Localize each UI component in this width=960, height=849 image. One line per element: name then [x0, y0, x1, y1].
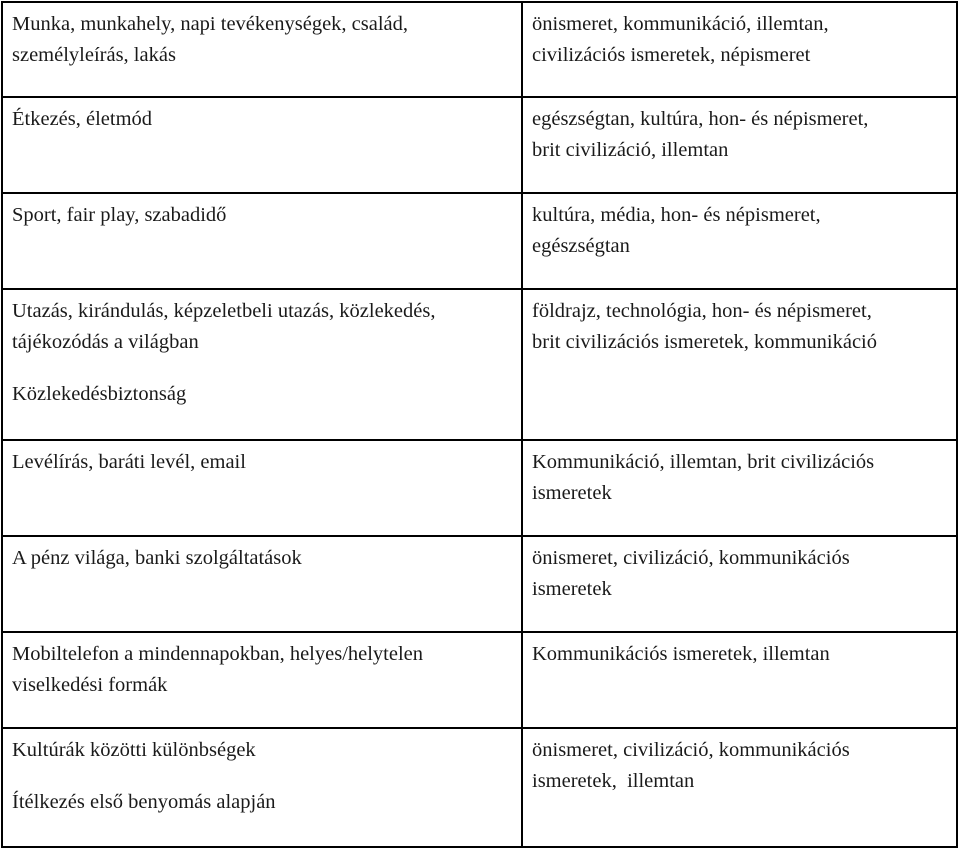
topic-text: tájékozódás a világban [12, 331, 199, 353]
topic-text: személyleírás, lakás [12, 44, 176, 66]
fields-text: civilizációs ismeretek, népismeret [532, 44, 811, 66]
fields-cell [522, 440, 957, 536]
fields-text: földrajz, technológia, hon- és népismeret, [532, 300, 872, 322]
fields-text: ismeretek [532, 482, 612, 504]
topic-text: Munka, munkahely, napi tevékenységek, család, [12, 13, 409, 35]
fields-text: ismeretek [532, 578, 612, 600]
topic-text: A pénz világa, banki szolgáltatások [12, 547, 302, 569]
topic-cell [2, 289, 522, 440]
fields-text: kultúra, média, hon- és népismeret, [532, 204, 821, 226]
table-row [2, 728, 957, 847]
topic-cell [2, 2, 522, 97]
fields-cell [522, 97, 957, 193]
fields-cell [522, 728, 957, 847]
topic-cell [2, 97, 522, 193]
topic-cell [2, 193, 522, 289]
table-row [2, 193, 957, 289]
table-row [2, 2, 957, 97]
topic-text: Levélírás, baráti levél, email [12, 451, 246, 473]
table-row [2, 289, 957, 440]
fields-text: önismeret, civilizáció, kommunikációs [532, 547, 850, 569]
fields-text: önismeret, civilizáció, kommunikációs [532, 739, 850, 761]
topic-text: Sport, fair play, szabadidő [12, 204, 227, 226]
fields-cell [522, 2, 957, 97]
fields-cell [522, 536, 957, 632]
topic-text: Utazás, kirándulás, képzeletbeli utazás, közlekedés, [12, 300, 436, 322]
table-row [2, 536, 957, 632]
fields-text: brit civilizáció, illemtan [532, 139, 729, 161]
table-row [2, 440, 957, 536]
fields-text: önismeret, kommunikáció, illemtan, [532, 13, 829, 35]
topic-text: viselkedési formák [12, 674, 168, 696]
fields-cell [522, 632, 957, 728]
fields-text: egészségtan [532, 235, 630, 257]
table-row [2, 632, 957, 728]
fields-text: Kommunikációs ismeretek, illemtan [532, 643, 830, 665]
topic-subtext: Ítélkezés első benyomás alapján [12, 791, 276, 813]
topic-subtext: Közlekedésbiztonság [12, 383, 187, 405]
topic-cell [2, 440, 522, 536]
fields-cell [522, 289, 957, 440]
topic-text: Kultúrák közötti különbségek [12, 739, 256, 761]
topic-cell [2, 632, 522, 728]
topic-cell [2, 536, 522, 632]
fields-text: Kommunikáció, illemtan, brit civilizációs [532, 451, 875, 473]
fields-cell [522, 193, 957, 289]
fields-text: egészségtan, kultúra, hon- és népismeret, [532, 108, 869, 130]
fields-text: brit civilizációs ismeretek, kommunikáció [532, 331, 877, 353]
fields-text: ismeretek, illemtan [532, 770, 695, 792]
topic-cell [2, 728, 522, 847]
topics-table [1, 1, 958, 848]
table-row [2, 97, 957, 193]
topic-text: Mobiltelefon a mindennapokban, helyes/helytelen [12, 643, 424, 665]
topic-text: Étkezés, életmód [12, 108, 153, 130]
